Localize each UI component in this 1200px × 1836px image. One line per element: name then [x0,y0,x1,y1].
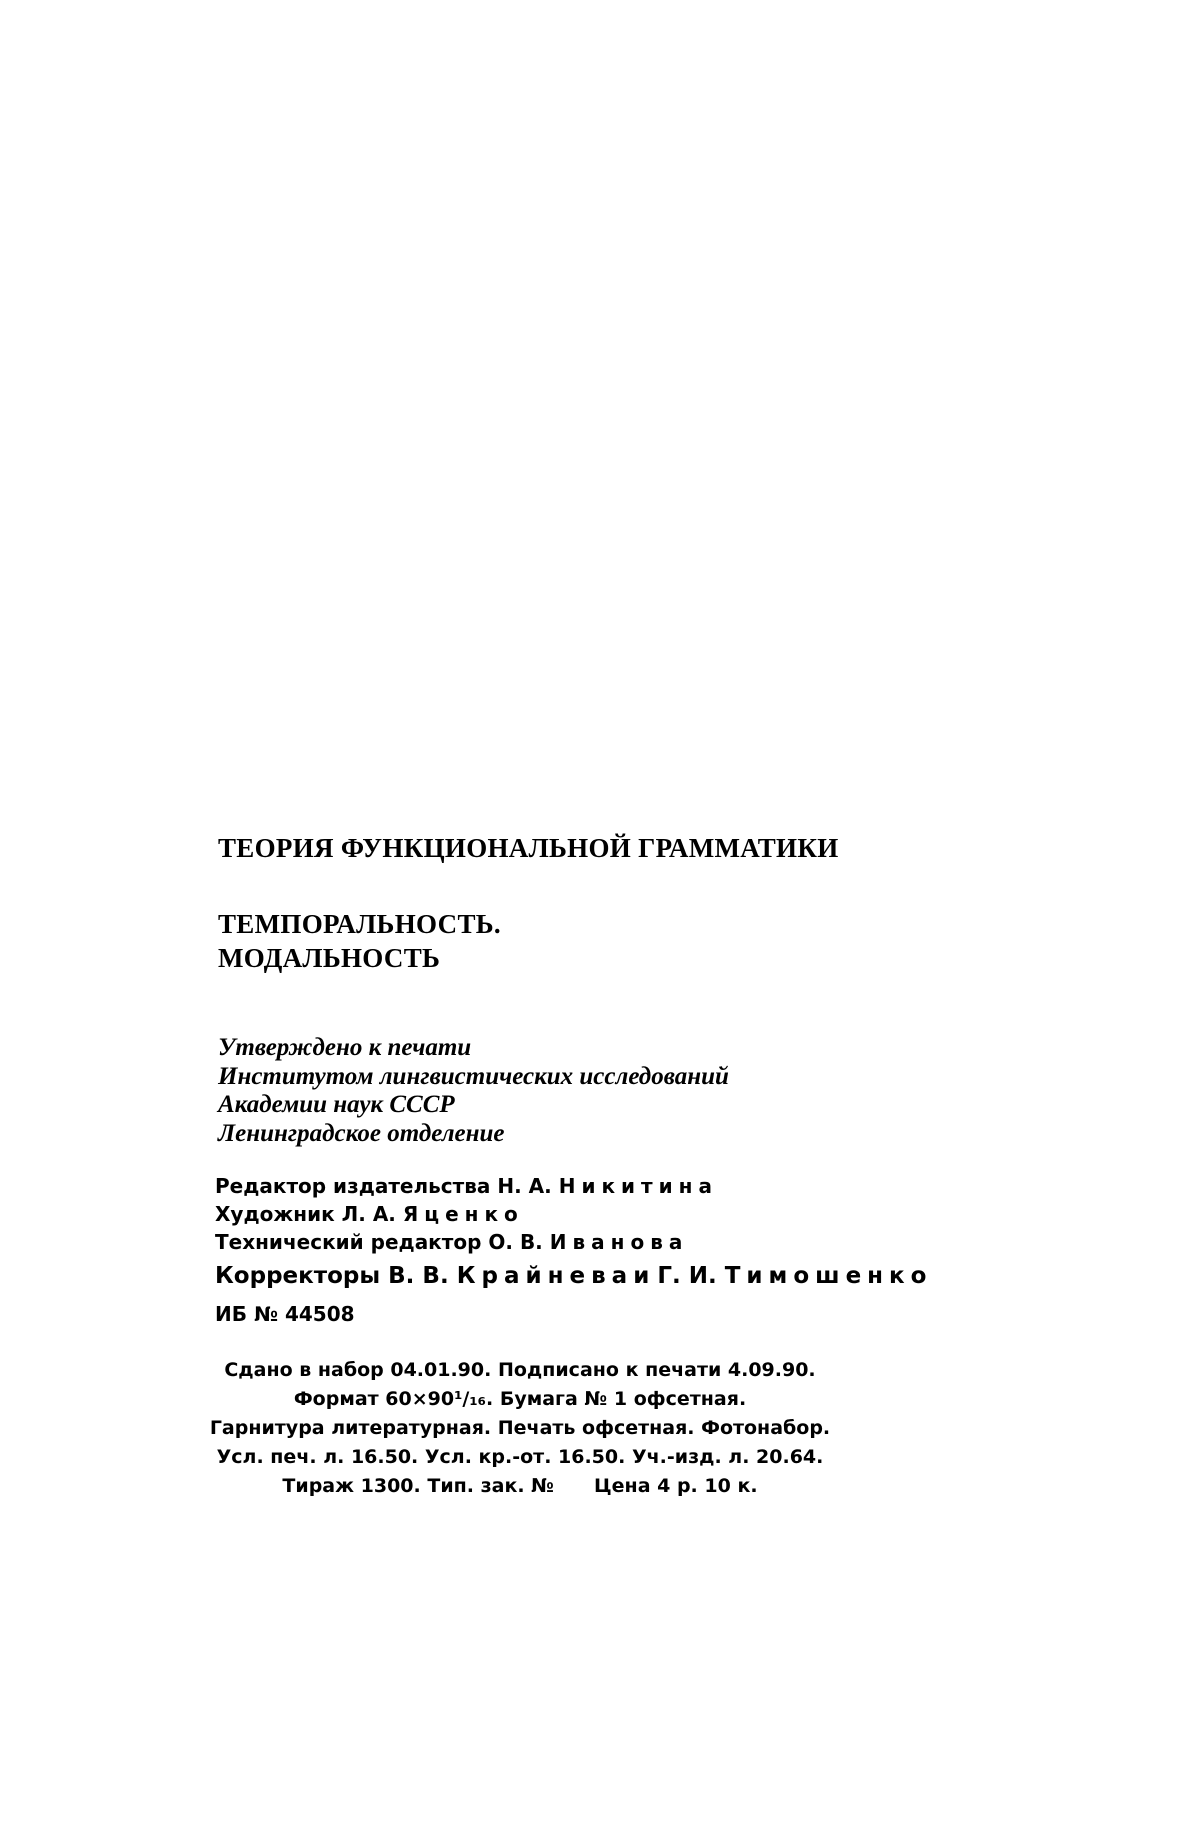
ib-number: ИБ № 44508 [215,1302,355,1326]
artist-label: Художник [215,1202,335,1226]
imprint-line: Гарнитура литературная. Печать офсетная. Фотонабор. [209,1417,831,1439]
imprint-line-print-run [150,1472,890,1501]
artist-credit [215,1200,932,1228]
tech-editor-initials: О. В. [488,1230,543,1254]
corrector1-initials: В. В. [388,1263,449,1289]
imprint-block [150,1356,890,1501]
approval-line: Ленинградское отделение [218,1119,505,1147]
subtitle-line: ТЕМПОРАЛЬНОСТЬ. [218,909,501,939]
corrector1-surname: Крайнева [456,1263,634,1289]
approval-block [218,1034,729,1148]
imprint-line: Усл. печ. л. 16.50. Усл. кр.-от. 16.50. Уч.-изд. л. 20.64. [216,1446,824,1468]
corrector-conjunction: и [633,1263,650,1289]
approval-line: Академии наук СССР [218,1091,455,1118]
artist-initials: Л. А. [341,1202,396,1226]
imprint-line: Сдано в набор 04.01.90. Подписано к печати 4.09.90. [224,1359,816,1381]
tech-editor-label: Технический редактор [215,1230,482,1254]
series-title: ТЕОРИЯ ФУНКЦИОНАЛЬНОЙ ГРАММАТИКИ [218,833,839,863]
tech-editor-surname: Иванова [549,1230,689,1254]
corrector2-surname: Тимошенко [724,1263,933,1289]
correctors-label: Корректоры [215,1263,381,1289]
correctors-credit [215,1258,932,1294]
imprint-line: Формат 60×90¹/₁₆. Бумага № 1 офсетная. [293,1388,747,1410]
editor-label: Редактор издательства [215,1174,491,1198]
editor-initials: Н. А. [497,1174,552,1198]
price-info: Цена 4 р. 10 к. [594,1475,758,1497]
tech-editor-credit [215,1228,932,1256]
subtitle-line: МОДАЛЬНОСТЬ [218,943,441,973]
book-subtitle [218,907,501,975]
artist-surname: Яценко [402,1202,524,1226]
print-run-info: Тираж 1300. Тип. зак. № [282,1475,555,1497]
approval-line: Институтом лингвистических исследований [218,1062,729,1090]
editor-surname: Никитина [558,1174,718,1198]
corrector2-initials: Г. И. [657,1263,717,1289]
editor-credit [215,1172,932,1200]
approval-line: Утверждено к печати [218,1034,472,1061]
credits-block [215,1172,932,1294]
